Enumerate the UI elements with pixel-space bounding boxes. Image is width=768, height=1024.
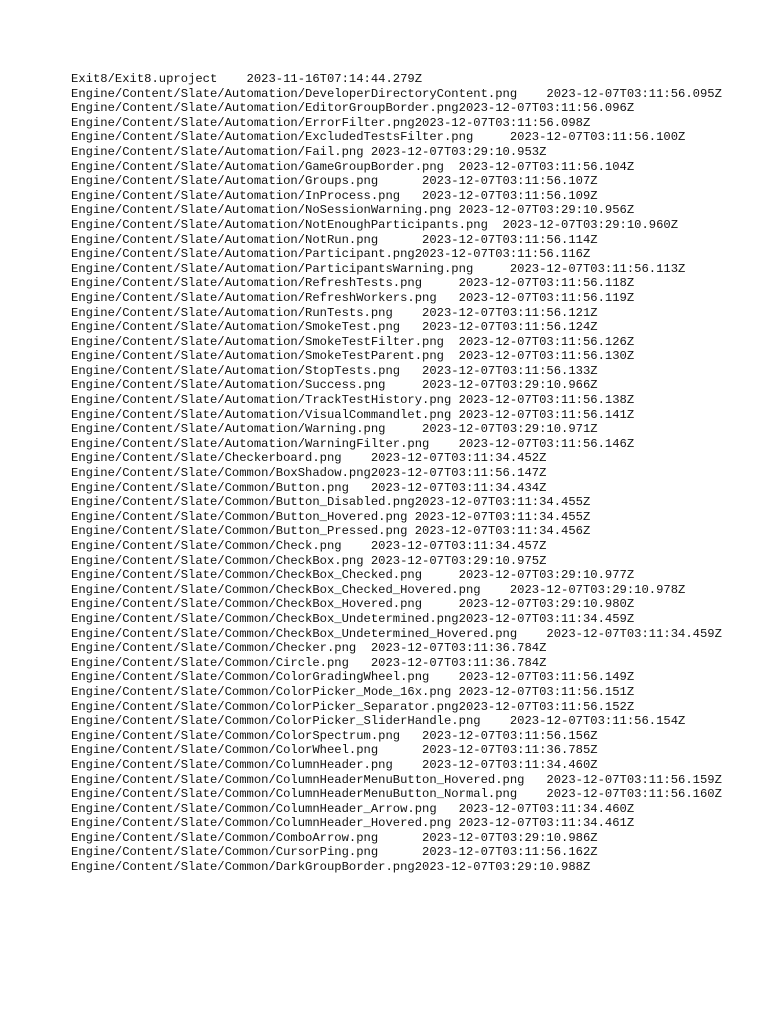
file-entry: Engine/Content/Slate/Common/CheckBox_Undetermined.png2023-12-07T03:11:34.459Z	[71, 611, 635, 626]
file-entry: Engine/Content/Slate/Automation/SmokeTestParent.png 2023-12-07T03:11:56.130Z	[71, 349, 635, 364]
file-entry: Engine/Content/Slate/Automation/ExcludedTestsFilter.png 2023-12-07T03:11:56.100Z	[71, 130, 686, 145]
file-entry: Engine/Content/Slate/Automation/RefreshWorkers.png 2023-12-07T03:11:56.119Z	[71, 290, 635, 305]
file-entry: Engine/Content/Slate/Automation/NotRun.png 2023-12-07T03:11:56.114Z	[71, 232, 598, 247]
file-entry: Engine/Content/Slate/Automation/WarningFilter.png 2023-12-07T03:11:56.146Z	[71, 436, 635, 451]
file-entry: Engine/Content/Slate/Common/CheckBox_Hovered.png 2023-12-07T03:29:10.980Z	[71, 597, 635, 612]
file-entry: Engine/Content/Slate/Automation/SmokeTestFilter.png 2023-12-07T03:11:56.126Z	[71, 334, 635, 349]
file-entry: Engine/Content/Slate/Automation/DeveloperDirectoryContent.png 2023-12-07T03:11:56.095Z	[71, 86, 722, 101]
file-entry: Engine/Content/Slate/Common/BoxShadow.png2023-12-07T03:11:56.147Z	[71, 466, 547, 481]
file-entry: Engine/Content/Slate/Checkerboard.png 2023-12-07T03:11:34.452Z	[71, 451, 547, 466]
file-entry: Engine/Content/Slate/Automation/GameGroupBorder.png 2023-12-07T03:11:56.104Z	[71, 159, 635, 174]
file-entry: Engine/Content/Slate/Common/ColumnHeaderMenuButton_Hovered.png 2023-12-07T03:11:56.159Z	[71, 772, 722, 787]
file-entry: Engine/Content/Slate/Automation/Groups.png 2023-12-07T03:11:56.107Z	[71, 174, 598, 189]
file-entry: Engine/Content/Slate/Common/CheckBox.png 2023-12-07T03:29:10.975Z	[71, 553, 547, 568]
file-entry: Engine/Content/Slate/Common/Button_Hovered.png 2023-12-07T03:11:34.455Z	[71, 509, 591, 524]
file-entry: Engine/Content/Slate/Common/ComboArrow.png 2023-12-07T03:29:10.986Z	[71, 830, 598, 845]
file-entry: Engine/Content/Slate/Automation/NoSessionWarning.png 2023-12-07T03:29:10.956Z	[71, 203, 635, 218]
file-entry: Engine/Content/Slate/Common/ColorGradingWheel.png 2023-12-07T03:11:56.149Z	[71, 670, 635, 685]
file-entry: Engine/Content/Slate/Automation/ParticipantsWarning.png 2023-12-07T03:11:56.113Z	[71, 261, 686, 276]
file-entry: Engine/Content/Slate/Automation/InProcess.png 2023-12-07T03:11:56.109Z	[71, 188, 598, 203]
file-entry: Engine/Content/Slate/Automation/Fail.png 2023-12-07T03:29:10.953Z	[71, 144, 547, 159]
file-entry: Engine/Content/Slate/Automation/RefreshTests.png 2023-12-07T03:11:56.118Z	[71, 276, 635, 291]
file-entry: Engine/Content/Slate/Common/ColorPicker_Mode_16x.png 2023-12-07T03:11:56.151Z	[71, 684, 635, 699]
file-entry: Engine/Content/Slate/Common/CheckBox_Undetermined_Hovered.png 2023-12-07T03:11:34.459Z	[71, 626, 722, 641]
file-entry: Engine/Content/Slate/Automation/RunTests.png 2023-12-07T03:11:56.121Z	[71, 305, 598, 320]
file-entry: Engine/Content/Slate/Automation/ErrorFilter.png2023-12-07T03:11:56.098Z	[71, 115, 591, 130]
file-entry: Engine/Content/Slate/Common/ColumnHeader_Hovered.png 2023-12-07T03:11:34.461Z	[71, 816, 635, 831]
file-entry: Engine/Content/Slate/Common/ColorPicker_Separator.png2023-12-07T03:11:56.152Z	[71, 699, 635, 714]
file-entry: Engine/Content/Slate/Common/CheckBox_Checked.png 2023-12-07T03:29:10.977Z	[71, 568, 635, 583]
file-listing	[71, 72, 731, 875]
file-entry: Engine/Content/Slate/Automation/SmokeTest.png 2023-12-07T03:11:56.124Z	[71, 320, 598, 335]
file-entry: Engine/Content/Slate/Common/ColumnHeader_Arrow.png 2023-12-07T03:11:34.460Z	[71, 801, 635, 816]
file-entry: Engine/Content/Slate/Common/CheckBox_Checked_Hovered.png 2023-12-07T03:29:10.978Z	[71, 582, 686, 597]
file-entry: Engine/Content/Slate/Common/ColumnHeader.png 2023-12-07T03:11:34.460Z	[71, 757, 598, 772]
file-entry: Engine/Content/Slate/Common/Button_Disabled.png2023-12-07T03:11:34.455Z	[71, 495, 591, 510]
file-entry: Engine/Content/Slate/Common/ColumnHeaderMenuButton_Normal.png 2023-12-07T03:11:56.160Z	[71, 787, 722, 802]
file-entry: Engine/Content/Slate/Common/Checker.png 2023-12-07T03:11:36.784Z	[71, 641, 547, 656]
file-entry: Engine/Content/Slate/Automation/StopTests.png 2023-12-07T03:11:56.133Z	[71, 363, 598, 378]
file-entry: Engine/Content/Slate/Common/ColorPicker_SliderHandle.png 2023-12-07T03:11:56.154Z	[71, 714, 686, 729]
file-entry: Engine/Content/Slate/Automation/Warning.png 2023-12-07T03:29:10.971Z	[71, 422, 598, 437]
file-entry: Engine/Content/Slate/Common/Check.png 2023-12-07T03:11:34.457Z	[71, 539, 547, 553]
file-entry: Exit8/Exit8.uproject 2023-11-16T07:14:44.279Z	[71, 72, 423, 86]
file-entry: Engine/Content/Slate/Automation/TrackTestHistory.png 2023-12-07T03:11:56.138Z	[71, 393, 635, 408]
file-entry: Engine/Content/Slate/Automation/Participant.png2023-12-07T03:11:56.116Z	[71, 247, 591, 262]
file-entry: Engine/Content/Slate/Common/ColorSpectrum.png 2023-12-07T03:11:56.156Z	[71, 728, 598, 743]
file-entry: Engine/Content/Slate/Common/DarkGroupBorder.png2023-12-07T03:29:10.988Z	[71, 860, 591, 875]
file-entry: Engine/Content/Slate/Common/Circle.png 2023-12-07T03:11:36.784Z	[71, 655, 547, 670]
file-entry: Engine/Content/Slate/Common/CursorPing.png 2023-12-07T03:11:56.162Z	[71, 845, 598, 860]
file-entry: Engine/Content/Slate/Common/Button.png 2023-12-07T03:11:34.434Z	[71, 480, 547, 495]
file-entry: Engine/Content/Slate/Automation/Success.png 2023-12-07T03:29:10.966Z	[71, 378, 598, 393]
file-entry: Engine/Content/Slate/Common/Button_Pressed.png 2023-12-07T03:11:34.456Z	[71, 524, 591, 539]
file-entry: Engine/Content/Slate/Common/ColorWheel.png 2023-12-07T03:11:36.785Z	[71, 743, 598, 758]
file-entry: Engine/Content/Slate/Automation/EditorGroupBorder.png2023-12-07T03:11:56.096Z	[71, 101, 635, 116]
file-entry: Engine/Content/Slate/Automation/VisualCommandlet.png 2023-12-07T03:11:56.141Z	[71, 407, 635, 422]
file-entry: Engine/Content/Slate/Automation/NotEnoughParticipants.png 2023-12-07T03:29:10.960Z	[71, 217, 679, 232]
